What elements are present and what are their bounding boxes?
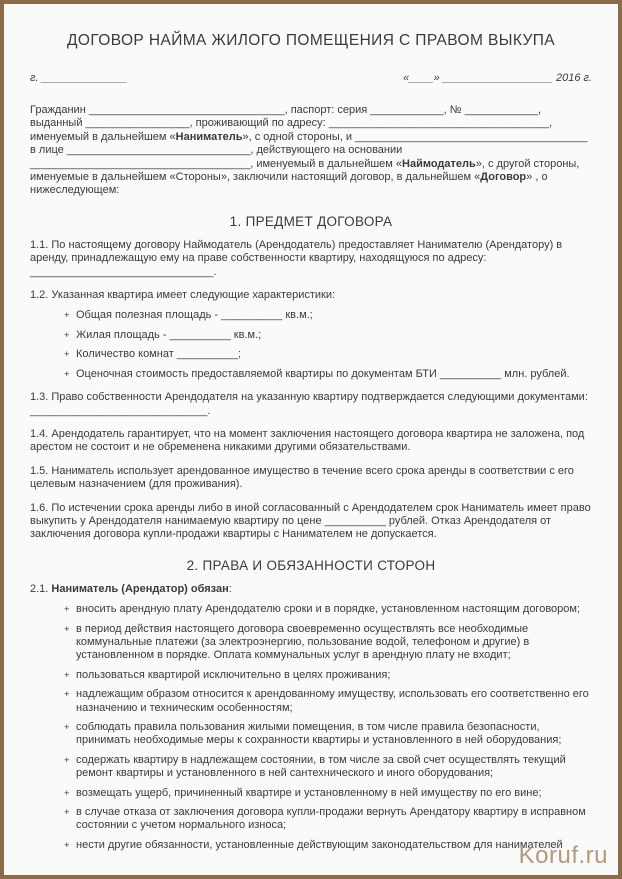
clause-1-1-text: 1.1. По настоящему договору Наймодатель (Арендодатель) предоставляет Нанимателю (Арендатору) в аренду, принадлежащую ему на праве собственности квартиру, находящуюся по адресу: — [30, 238, 563, 265]
emphasized-text: Договор — [480, 171, 527, 184]
clause-1-1 — [30, 239, 592, 279]
text-segment: Гражданин ________________________________, паспорт: серия ____________, № ____________, выданный _________________, проживающий по адресу: ____________________________________, именуемый в дальнейшем « — [30, 104, 553, 143]
clause-1-2: 1.2. Указанная квартира имеет следующие характеристики: — [30, 289, 336, 302]
watermark-logo: Koruf.ru — [518, 842, 608, 869]
section2-heading: 2. ПРАВА И ОБЯЗАННОСТИ СТОРОН — [186, 557, 436, 573]
text-segment: 2.1. — [30, 582, 52, 595]
clause-1-6: 1.6. По истечении срока аренды либо в иной согласованный с Арендодателем срок Наниматель имеет право выкупить у Арендодателя нанимаемую квартиру по цене __________ рублей. Отказ Арендодателя от заключения договора купли-продажи квартиры с Нанимателем не допускается. — [30, 501, 591, 541]
list-item: + Общая полезная площадь - __________ кв.м.; — [64, 309, 592, 322]
text-segment: : — [228, 582, 232, 595]
section1-heading: 1. ПРЕДМЕТ ДОГОВОРА — [229, 213, 393, 229]
emphasized-text: Наймодатель — [402, 157, 476, 170]
text-segment: » , о нижеследующем: — [30, 171, 548, 197]
clause-1-3: 1.3. Право собственности Арендодателя на указанную квартиру подтверждается следующими документами: _____________________________. — [30, 391, 588, 417]
list-item: + вносить арендную плату Арендодателю сроки и в порядке, установленном настоящим договором; — [64, 603, 592, 616]
clause-1-1-blank: ______________________________. — [30, 265, 217, 278]
list-item: + соблюдать правила пользования жилыми помещения, в том числе правила безопасности, принимать необходимые меры к сохранности квартиры и установленного в ней оборудования; — [64, 721, 592, 748]
list-item: + Оценочная стоимость предоставляемой квартиры по документам БТИ __________ млн. рублей. — [64, 368, 592, 381]
list-item: + Жилая площадь - __________ кв.м.; — [64, 329, 592, 342]
emphasized-text: Наниматель — [175, 130, 243, 143]
clause-2-1 — [30, 583, 592, 596]
list-item: + возмещать ущерб, причиненный квартире и установленному в ней имуществу по его вине; — [64, 787, 592, 800]
list-item: + надлежащим образом относится к арендованному имуществу, использовать его соответственно его назначению и техническим особенностям; — [64, 688, 592, 715]
clause-1-4: 1.4. Арендодатель гарантирует, что на момент заключения настоящего договора квартира не заложена, под арестом не состоит и не обременена никакими другими обязательствами. — [30, 427, 585, 454]
text-segment: », с другой стороны, именуемые в дальнейшем «Стороны», заключили настоящий договор, в дальнейшем « — [30, 157, 580, 184]
emphasized-text: Наниматель (Арендатор) обязан — [51, 582, 229, 595]
list-item: + Количество комнат __________; — [64, 348, 592, 361]
clause-1-5: 1.5. Наниматель использует арендованное имущество в течение всего срока аренды в соответствии с его целевым назначением (для проживания). — [30, 464, 574, 491]
apartment-characteristics-list — [30, 309, 592, 381]
list-item: + содержать квартиру в надлежащем состоянии, в том числе за свой счет осуществлять текущий ремонт квартиры и установленного в ней сантехнического и иного оборудования; — [64, 754, 592, 781]
list-item: + пользоваться квартирой исключительно в целях проживания; — [64, 669, 592, 682]
date-blank: «____» __________________ 2016 г. — [403, 72, 592, 84]
list-item: + нести другие обязанности, установленные действующим законодательством для нанимателей — [64, 839, 592, 852]
city-blank: г. ______________ — [30, 72, 128, 84]
text-segment: », с одной стороны, и ______________________________________ в лице ______________________________, действующего на основании ____________________________________, именуемый в дальнейшем « — [30, 130, 588, 170]
list-item: + в случае отказа от заключения договора купли-продажи вернуть Арендатору квартиру в исправном состоянии с учетом нормального износа; — [64, 806, 592, 833]
tenant-obligations-list — [30, 603, 592, 852]
dateline-row — [30, 72, 592, 84]
list-item: + в период действия настоящего договора своевременно осуществлять все необходимые коммунальные платежи (за электроэнергию, пользование водой, телефоном и другие) в установленном в порядке. Оплата коммунальных услуг в арендную плату не входит; — [64, 623, 592, 663]
intro-paragraph — [30, 104, 592, 198]
document-title: ДОГОВОР НАЙМА ЖИЛОГО ПОМЕЩЕНИЯ С ПРАВОМ ВЫКУПА — [67, 32, 555, 49]
